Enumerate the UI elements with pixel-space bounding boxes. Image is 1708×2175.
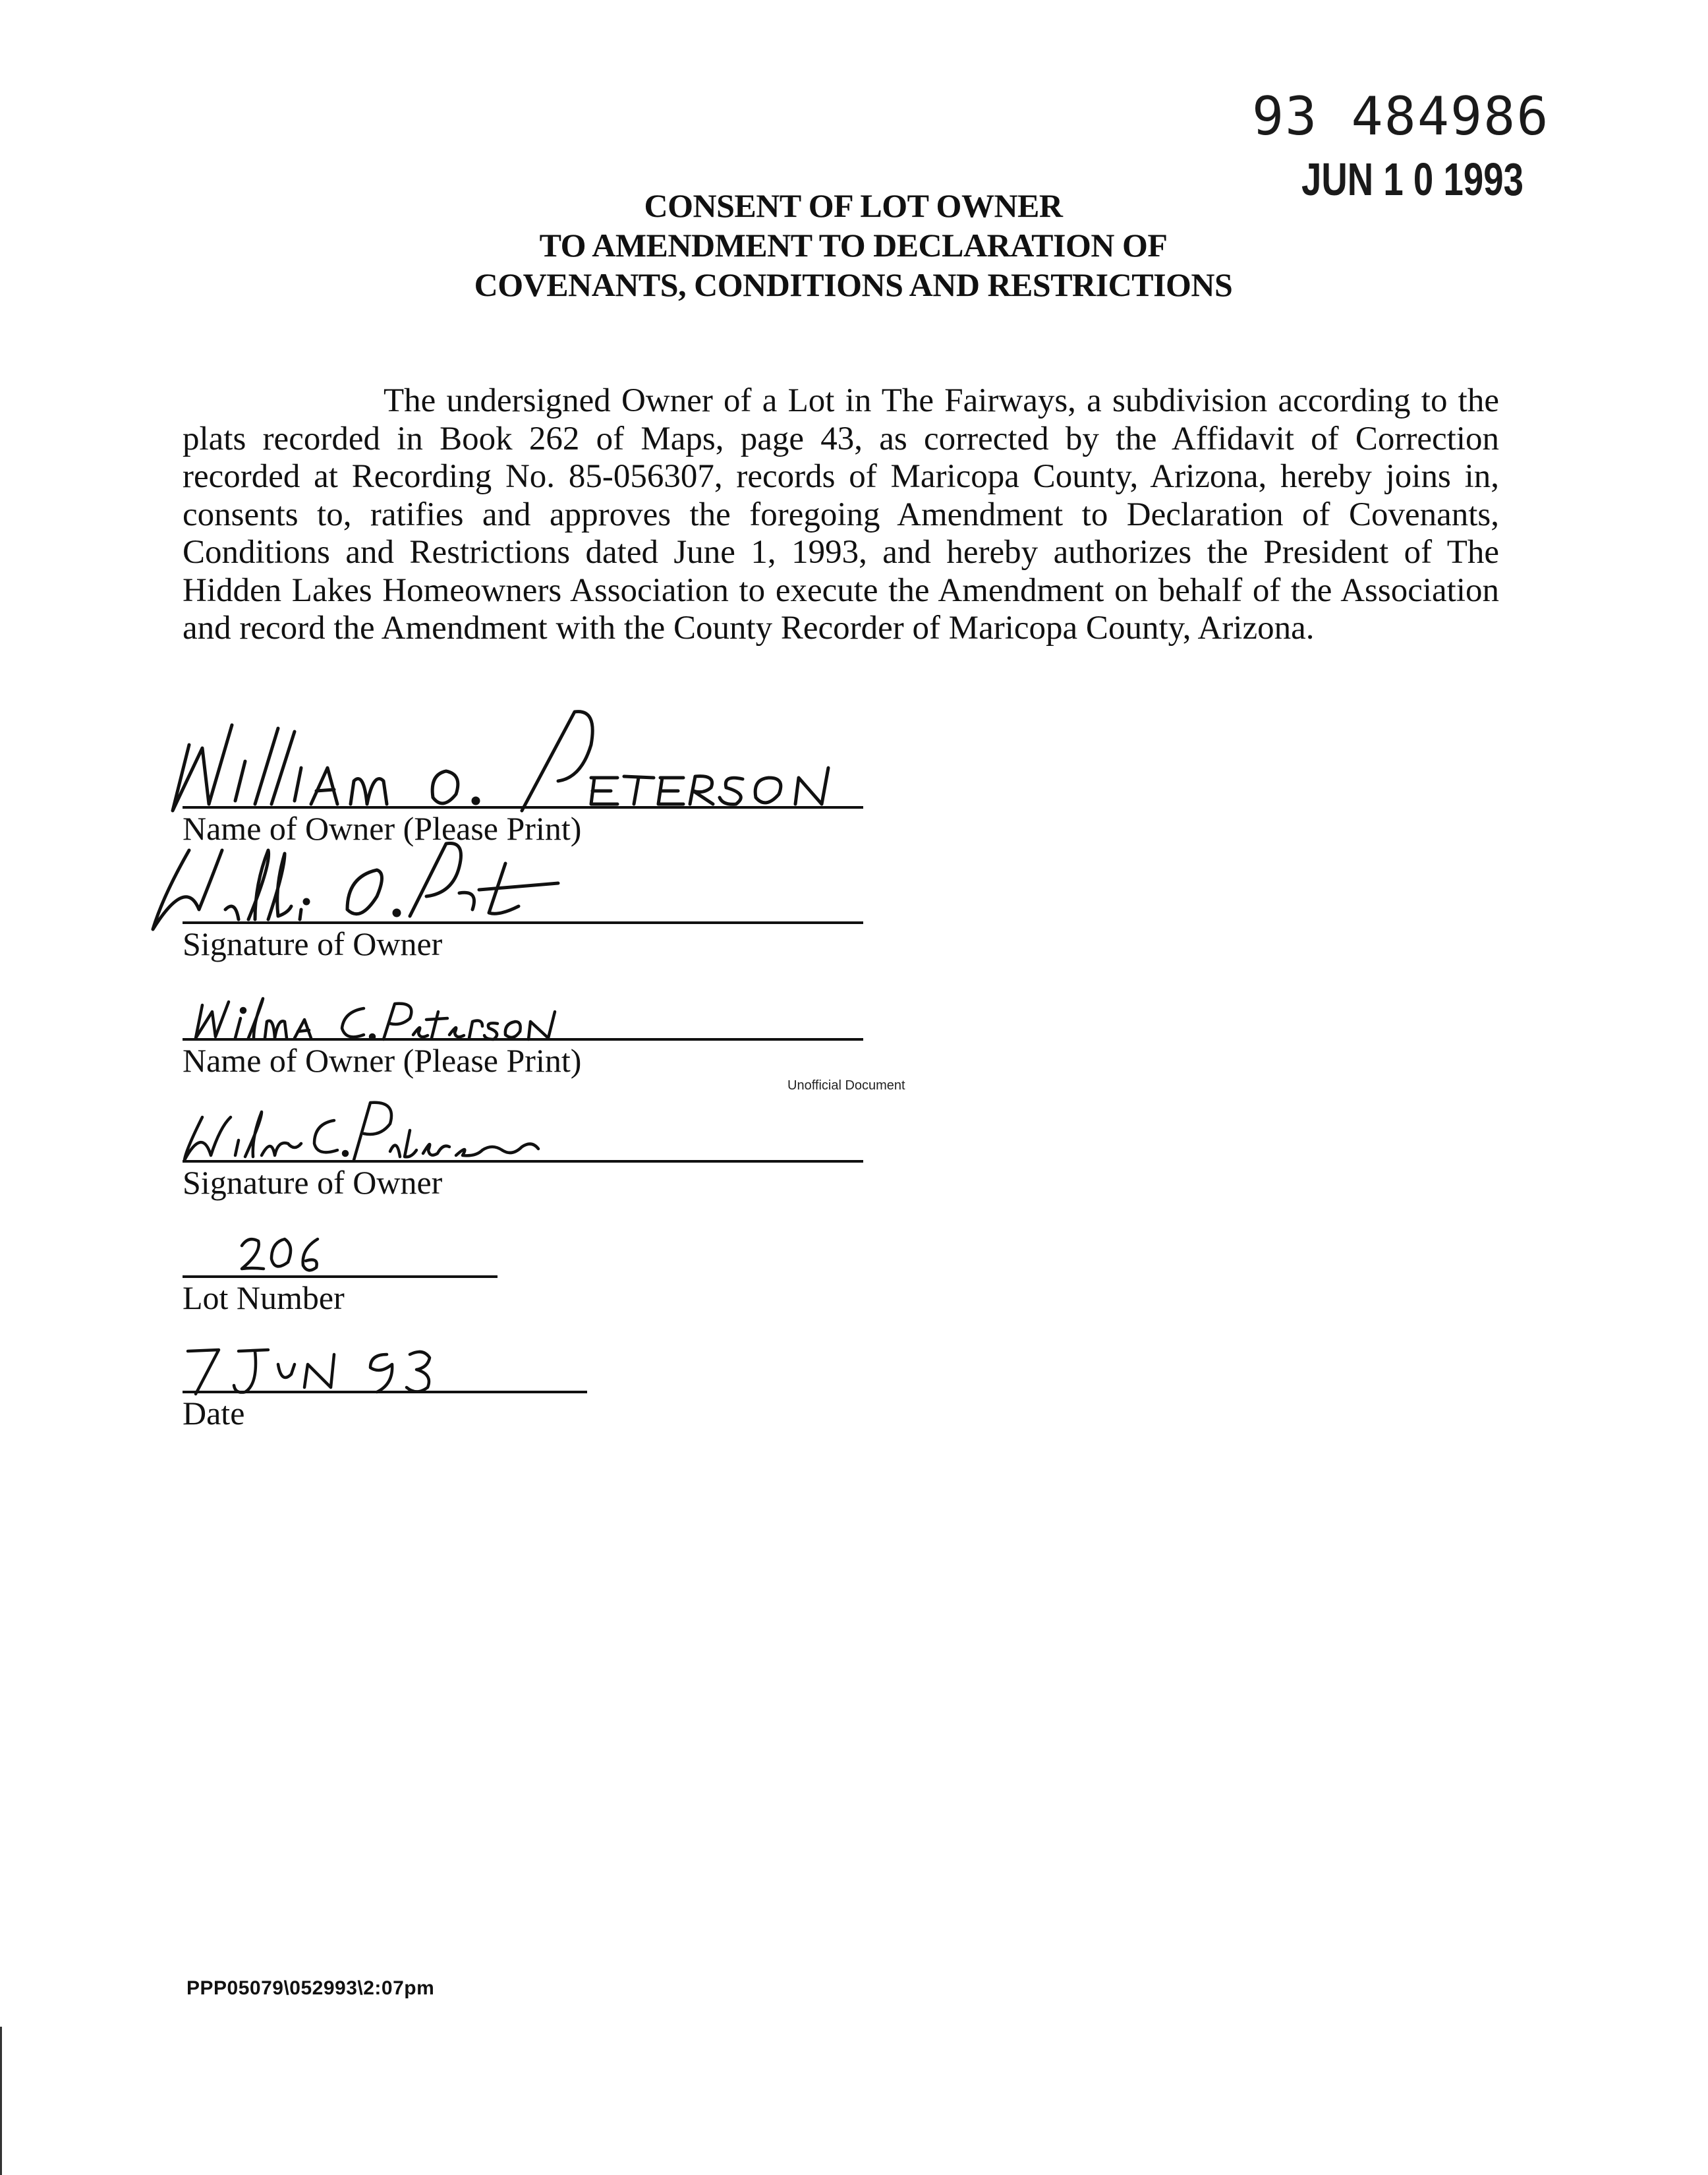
owner2-handwritten-name	[189, 992, 584, 1045]
lot-number-line	[183, 1275, 498, 1278]
consent-paragraph: The undersigned Owner of a Lot in The Fairways, a subdivision according to the plats recorded in Book 262 of Maps, page 43, as corrected by the Affidavit of Correction recorded at Recording No. 85-056307, records of Maricopa County, Arizona, hereby joins in, consents to, ratifies and approves the foregoing Amendment to Declaration of Covenants, Conditions and Restrictions dated June 1, 1993, and hereby authorizes the President of The Hidden Lakes Homeowners Association to execute the Amendment on behalf of the Association and record the Amendment with the County Recorder of Maricopa County, Arizona.	[183, 382, 1499, 647]
owner2-signature-label: Signature of Owner	[183, 1164, 443, 1201]
date-label: Date	[183, 1395, 245, 1432]
recording-number-stamp: 93 484986	[1252, 86, 1550, 147]
footer-document-code: PPP05079\052993\2:07pm	[186, 1977, 435, 1999]
lot-number-handwritten	[232, 1229, 364, 1279]
title-line-1: CONSENT OF LOT OWNER	[644, 187, 1063, 224]
title-line-2: TO AMENDMENT TO DECLARATION OF	[539, 227, 1168, 264]
unofficial-document-watermark: Unofficial Document	[787, 1078, 905, 1093]
scan-edge-mark	[0, 2027, 2, 2175]
owner1-handwritten-name	[163, 705, 835, 817]
document-title	[369, 186, 1338, 304]
owner1-name-label: Name of Owner (Please Print)	[183, 810, 582, 847]
recording-date-stamp: JUN 1 0 1993	[1301, 154, 1523, 205]
lot-number-label: Lot Number	[183, 1279, 345, 1316]
owner2-name-line	[183, 1038, 863, 1041]
date-line	[183, 1391, 587, 1393]
owner1-name-line	[183, 806, 863, 809]
owner2-signature-line	[183, 1160, 863, 1163]
date-handwritten	[183, 1338, 499, 1397]
owner1-signature-label: Signature of Owner	[183, 925, 443, 962]
owner2-name-label: Name of Owner (Please Print)	[183, 1042, 582, 1079]
title-line-3: COVENANTS, CONDITIONS AND RESTRICTIONS	[474, 266, 1233, 303]
owner1-signature-line	[183, 921, 863, 924]
owner2-signature	[179, 1097, 601, 1163]
